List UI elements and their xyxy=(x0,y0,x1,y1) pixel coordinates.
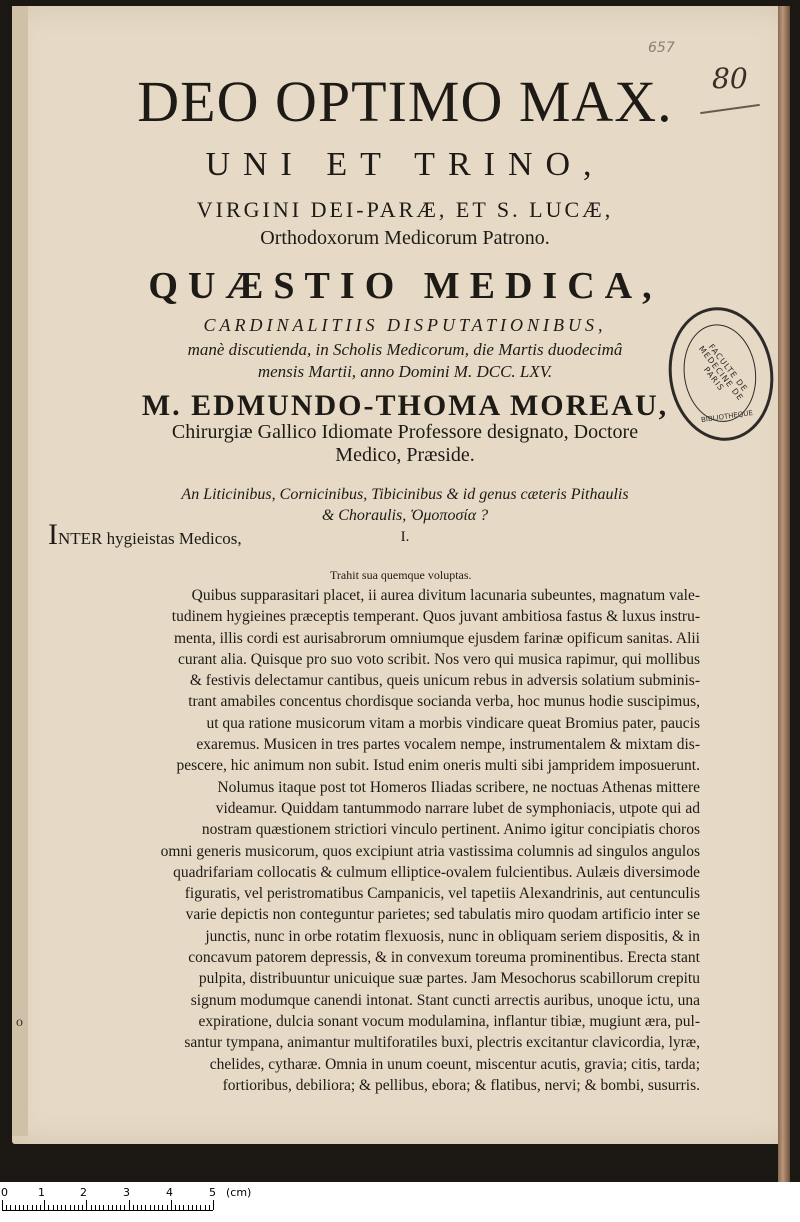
ruler-tick xyxy=(112,1205,113,1210)
ruler-tick xyxy=(183,1205,184,1210)
body-line: curant alia. Quisque pro suo voto scribit. Nos vero qui musica rapimur, qui mollibus xyxy=(178,650,700,668)
ruler-tick xyxy=(213,1200,214,1210)
ruler-tick xyxy=(6,1205,7,1210)
ruler-tick xyxy=(2,1200,3,1210)
ruler-label-2: 2 xyxy=(80,1186,87,1199)
ruler-tick xyxy=(129,1200,130,1210)
thesis-question-2: & Choraulis, Ὁμοποσία ? xyxy=(321,507,489,524)
margin-mark: o xyxy=(16,1015,23,1030)
ruler-tick xyxy=(124,1205,125,1210)
body-line: expiratione, dulcia sonant vocum modulamina, inflantur tibiæ, mugiunt æra, pul- xyxy=(198,1012,700,1030)
ruler-label-5: 5 xyxy=(209,1186,216,1199)
drop-initial: I xyxy=(48,518,58,551)
section-numeral: I. xyxy=(400,529,410,545)
body-line: Quibus supparasitari placet, ii aurea divitum lacunaria subeuntes, magnatum vale- xyxy=(191,587,700,604)
thesis-question-1: An Liticinibus, Cornicinibus, Tibicinibus & id genus cæteris Pithaulis xyxy=(181,486,629,503)
ruler-tick xyxy=(74,1205,75,1210)
page-left-edge xyxy=(12,6,28,1136)
body-line: nostram quæstionem strictiori vinculo pertinent. Animo igitur concipiatis choros xyxy=(201,821,700,839)
praeses-title-2: Medico, Præside. xyxy=(335,444,475,466)
body-line: tudinem hygieines præceptis temperant. Quos juvant ambitiosa fastus & luxus instru- xyxy=(171,608,700,626)
scale-ruler xyxy=(0,1182,800,1222)
ruler-tick xyxy=(91,1205,92,1210)
ruler-tick xyxy=(154,1205,155,1210)
body-line: omni generis musicorum, quos excipiunt atria vastissima columnis ad singulos angulos xyxy=(160,842,700,860)
ruler-tick xyxy=(78,1205,79,1210)
body-line: & festivis delectamur cantibus, queis unicum rebus in adversis solatium subminis- xyxy=(189,672,700,690)
body-line: quadrifariam collocatis & culmum elliptice-ovalem fulcientibus. Aulæis diversimode xyxy=(173,863,700,881)
dedication-line-4: Orthodoxorum Medicorum Patrono. xyxy=(260,227,550,249)
epigraph: Trahit sua quemque voluptas. xyxy=(330,568,472,582)
body-line: Nolumus itaque post tot Homeros Iliadas scribere, ne noctuas Athenas mittere xyxy=(217,778,700,796)
ruler-tick xyxy=(36,1205,37,1210)
body-line: fortioribus, debiliora; & pellibus, ebora; & flatibus, nervi; & bombi, susurris. xyxy=(222,1076,700,1094)
ruler-unit: (cm) xyxy=(226,1186,252,1199)
ruler-tick xyxy=(116,1205,117,1210)
ruler-tick xyxy=(171,1200,172,1210)
disputation-date-1: manè discutienda, in Scholis Medicorum, die Martis duodecimâ xyxy=(187,340,623,359)
ruler-tick xyxy=(65,1205,66,1210)
body-line: pulpita, distribuuntur unicuique suæ partes. Jam Mesochorus scabillorum crepitu xyxy=(198,970,700,988)
ruler-tick xyxy=(120,1205,121,1210)
body-line: trant amabiles concentus chordisque socianda verba, hoc munus hodie suscipimus, xyxy=(188,693,700,711)
ruler-tick xyxy=(145,1205,146,1210)
ruler-tick xyxy=(205,1205,206,1210)
opening-line xyxy=(48,518,242,556)
body-line: junctis, nunc in orbe rotatim flexuosis, nunc in obliquam seriem dispositis, & in xyxy=(205,927,700,945)
body-line: figuratis, vel peristromatibus Campanicis, vel tapetiis Alexandrinis, aut centunculis xyxy=(184,885,700,903)
opening-caps: NTER xyxy=(58,529,103,548)
ruler-tick xyxy=(188,1205,189,1210)
praeses-name: M. EDMUNDO-THOMA MOREAU, xyxy=(141,389,669,422)
disputation-subheading: CARDINALITIIS DISPUTATIONIBUS, xyxy=(203,315,607,335)
ruler-tick xyxy=(53,1205,54,1210)
dedication-line-2: UNI ET TRINO, xyxy=(205,146,605,183)
ruler-tick xyxy=(158,1205,159,1210)
quaestio-heading: QUÆSTIO MEDICA, xyxy=(148,265,662,307)
ruler-tick xyxy=(196,1205,197,1210)
ruler-tick xyxy=(137,1205,138,1210)
ruler-tick xyxy=(27,1205,28,1210)
ruler-tick xyxy=(99,1205,100,1210)
dedication-line-1: DEO OPTIMO MAX. xyxy=(137,69,673,134)
dedication-line-3: VIRGINI DEI-PARÆ, ET S. LUCÆ, xyxy=(196,197,614,222)
ruler-tick xyxy=(70,1205,71,1210)
ruler-tick xyxy=(10,1205,11,1210)
body-line: ut qua ratione musicorum vitam a morbis vindicare queat Bromius pater, paucis xyxy=(206,714,700,732)
body-line: signum modumque canendi intonat. Stant cuncti arrectis auribus, unoque ictu, una xyxy=(190,991,700,1009)
ruler-tick xyxy=(86,1200,87,1210)
body-line: concavum patorem depressis, & in convexum toreuma prominentibus. Erecta stant xyxy=(188,949,700,967)
ruler-tick xyxy=(32,1205,33,1210)
ruler-label-4: 4 xyxy=(166,1186,173,1199)
praeses-title-1: Chirurgiæ Gallico Idiomate Professore designato, Doctore xyxy=(171,421,639,443)
ruler-tick xyxy=(167,1205,168,1210)
ruler-tick xyxy=(95,1205,96,1210)
ruler-label-1: 1 xyxy=(38,1186,45,1199)
ruler-label-3: 3 xyxy=(123,1186,130,1199)
disputation-date-2: mensis Martii, anno Domini M. DCC. LXV. xyxy=(257,362,553,381)
ruler-tick xyxy=(133,1205,134,1210)
ruler-baseline xyxy=(2,1210,213,1211)
page-right-edge xyxy=(778,6,790,1188)
ruler-tick xyxy=(15,1205,16,1210)
opening-text: hygieistas Medicos, xyxy=(102,529,242,548)
ruler-tick xyxy=(141,1205,142,1210)
ruler-tick xyxy=(150,1205,151,1210)
ruler-tick xyxy=(23,1205,24,1210)
ruler-tick xyxy=(40,1205,41,1210)
pencil-annotation: 657 xyxy=(648,40,675,56)
body-line: pescere, hic animum non subit. Istud enim oneris multi sibi jampridem imposuerunt. xyxy=(176,757,700,775)
ruler-tick xyxy=(48,1205,49,1210)
ink-annotation: 80 xyxy=(712,62,748,95)
stamp-bottom-text: BIBLIOTHEQUE xyxy=(700,408,754,425)
body-line: varie depictis non conteguntur parietes; sed tabulatis miro quodam artificio inter se xyxy=(185,906,700,924)
ruler-label-0: 0 xyxy=(1,1186,8,1199)
ruler-tick xyxy=(57,1205,58,1210)
ruler-tick xyxy=(61,1205,62,1210)
ruler-tick xyxy=(200,1205,201,1210)
ruler-tick xyxy=(19,1205,20,1210)
body-line: chelides, cytharæ. Omnia in unum coeunt, miscentur acutis, gravia; citis, tarda; xyxy=(209,1055,700,1073)
ruler-tick xyxy=(209,1205,210,1210)
ruler-tick xyxy=(192,1205,193,1210)
body-line: videamur. Quiddam tantummodo narrare lubet de symphoniacis, utpote qui ad xyxy=(215,799,700,817)
ruler-tick xyxy=(103,1205,104,1210)
body-line: exaremus. Musicen in tres partes vocalem nempe, instrumentalem & mixtam dis- xyxy=(196,736,700,754)
body-line: santur tympana, animantur multiforatiles buxi, plectris excitantur clavicordia, lyræ, xyxy=(184,1034,700,1052)
ruler-tick xyxy=(44,1200,45,1210)
ruler-tick xyxy=(162,1205,163,1210)
ruler-tick xyxy=(179,1205,180,1210)
ruler-tick xyxy=(108,1205,109,1210)
ruler-tick xyxy=(82,1205,83,1210)
stamp-ring-text: FACULTE DE MEDECINE DE PARIS xyxy=(696,342,750,403)
body-line: menta, illis cordi est aurisabrorum omniumque ejusdem farinæ opificum sanitas. Alii xyxy=(173,629,700,647)
body-paragraph xyxy=(50,585,700,1096)
ruler-tick xyxy=(175,1205,176,1210)
